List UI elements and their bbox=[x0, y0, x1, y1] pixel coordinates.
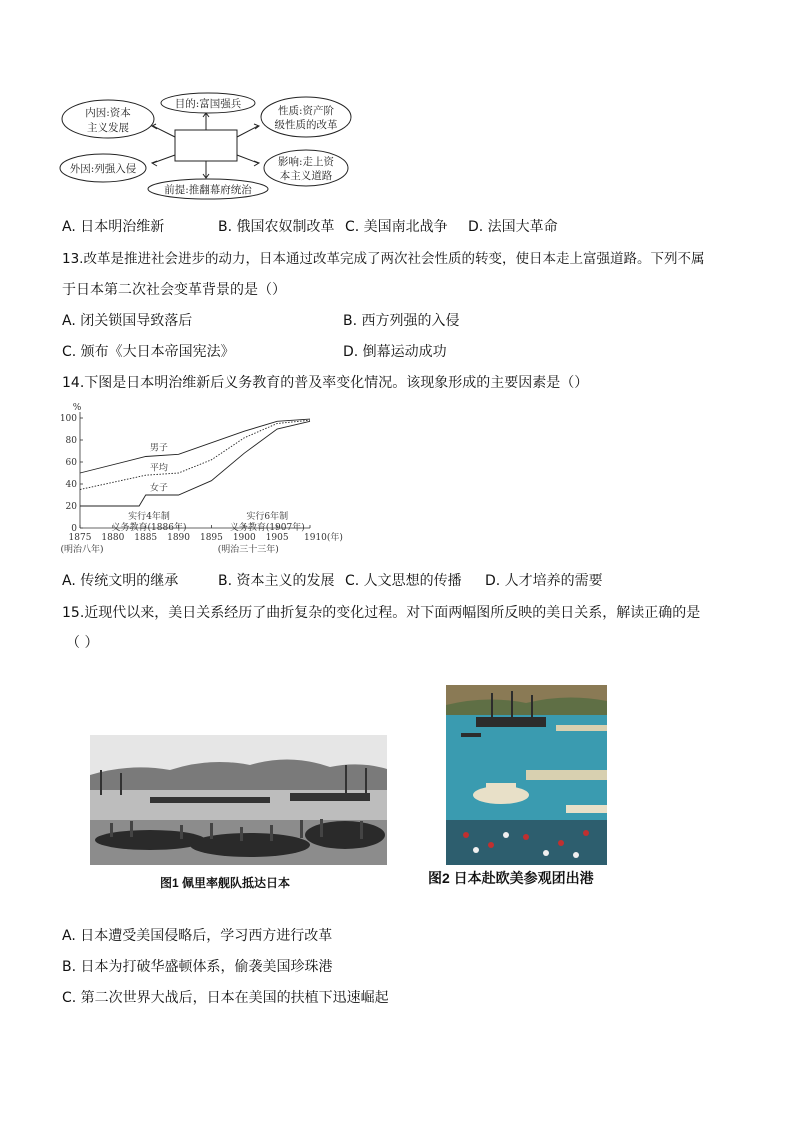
x-tick-label: 1900 bbox=[232, 533, 256, 543]
q13-option-b[interactable]: B. 西方列强的入侵 bbox=[343, 313, 460, 329]
q14-option-c[interactable]: C. 人文思想的传播 bbox=[345, 573, 462, 589]
figure2-delegation-departure-image bbox=[446, 685, 607, 865]
y-tick-label: 20 bbox=[65, 502, 77, 512]
nature-label-1: 性质:资产阶 bbox=[277, 105, 335, 117]
q13-stem-line1: 13.改革是推进社会进步的动力，日本通过改革完成了两次社会性质的转变，使日本走上富强道路。下列不属 bbox=[62, 251, 705, 267]
q15-option-b[interactable]: B. 日本为打破华盛顿体系，偷袭美国珍珠港 bbox=[62, 959, 333, 975]
q13-stem-line2: 于日本第二次社会变革背景的是（） bbox=[62, 282, 286, 298]
y-unit-label: % bbox=[72, 403, 82, 413]
internal-label-2: 主义发展 bbox=[87, 122, 129, 134]
nature-bubble bbox=[261, 97, 351, 137]
q14-option-d[interactable]: D. 人才培养的需要 bbox=[485, 573, 603, 589]
goal-label: 目的:富国强兵 bbox=[174, 98, 242, 110]
impact-label-1: 影响:走上资 bbox=[277, 156, 335, 168]
x-sublabel: (明治八年) bbox=[60, 545, 104, 555]
education-rate-chart bbox=[58, 400, 343, 562]
figure1-caption: 图1 佩里率舰队抵达日本 bbox=[160, 876, 291, 890]
annotation-text: 义务教育(1907年) bbox=[229, 523, 305, 533]
q12-option-d[interactable]: D. 法国大革命 bbox=[468, 219, 558, 235]
q15-stem: 15.近现代以来，美日关系经历了曲折复杂的变化过程。对下面两幅图所反映的美日关系，解读正确的是 bbox=[62, 605, 701, 621]
q12-option-c[interactable]: C. 美国南北战争 bbox=[345, 219, 448, 235]
annotation-text: 实行6年制 bbox=[246, 512, 289, 522]
q14-option-a[interactable]: A. 传统文明的继承 bbox=[62, 573, 179, 589]
annotation-text: 义务教育(1886年) bbox=[111, 523, 187, 533]
concept-diagram bbox=[58, 92, 353, 200]
series-label: 平均 bbox=[149, 463, 168, 474]
q15-option-c[interactable]: C. 第二次世界大战后，日本在美国的扶植下迅速崛起 bbox=[62, 990, 389, 1006]
y-tick-label: 80 bbox=[65, 436, 77, 446]
q15-option-a[interactable]: A. 日本遭受美国侵略后，学习西方进行改革 bbox=[62, 928, 333, 944]
q14-option-b[interactable]: B. 资本主义的发展 bbox=[218, 573, 335, 589]
figure1-perry-fleet-image bbox=[90, 735, 387, 865]
series-line-女子 bbox=[80, 421, 310, 506]
q13-option-c[interactable]: C. 颁布《大日本帝国宪法》 bbox=[62, 344, 235, 360]
annotation-text: 实行4年制 bbox=[128, 512, 170, 522]
premise-label: 前提:推翻幕府统治 bbox=[164, 184, 252, 196]
q13-option-d[interactable]: D. 倒幕运动成功 bbox=[343, 344, 447, 360]
figure2-caption: 图2 日本赴欧美参观团出港 bbox=[428, 870, 594, 886]
x-tick-label: 1885 bbox=[134, 533, 158, 543]
x-tick-label: 1910(年) bbox=[304, 533, 343, 543]
y-tick-label: 0 bbox=[71, 524, 77, 534]
y-tick-label: 40 bbox=[65, 480, 77, 490]
y-tick-label: 60 bbox=[65, 458, 77, 468]
series-label: 男子 bbox=[149, 443, 168, 454]
diagram-center-box bbox=[175, 130, 237, 161]
impact-label-2: 本主义道路 bbox=[279, 170, 333, 182]
q13-option-a[interactable]: A. 闭关锁国导致落后 bbox=[62, 313, 193, 329]
x-tick-label: 1895 bbox=[199, 533, 223, 543]
x-tick-label: 1875 bbox=[68, 533, 92, 543]
q12-option-b[interactable]: B. 俄国农奴制改革 bbox=[218, 219, 335, 235]
nature-label-2: 级性质的改革 bbox=[274, 119, 338, 131]
q14-stem: 14.下图是日本明治维新后义务教育的普及率变化情况。该现象形成的主要因素是（） bbox=[62, 375, 589, 391]
q15-stem-line2: （ ） bbox=[66, 635, 99, 651]
internal-label-1: 内因:资本 bbox=[85, 107, 131, 119]
x-tick-label: 1890 bbox=[167, 533, 191, 543]
x-tick-label: 1880 bbox=[101, 533, 125, 543]
external-label: 外因:列强入侵 bbox=[69, 163, 137, 175]
q12-option-a[interactable]: A. 日本明治维新 bbox=[62, 219, 165, 235]
x-sublabel: (明治三十三年) bbox=[217, 545, 279, 555]
x-tick-label: 1905 bbox=[265, 533, 289, 543]
series-line-男子 bbox=[80, 419, 310, 473]
series-label: 女子 bbox=[149, 483, 168, 494]
y-tick-label: 100 bbox=[59, 414, 77, 424]
